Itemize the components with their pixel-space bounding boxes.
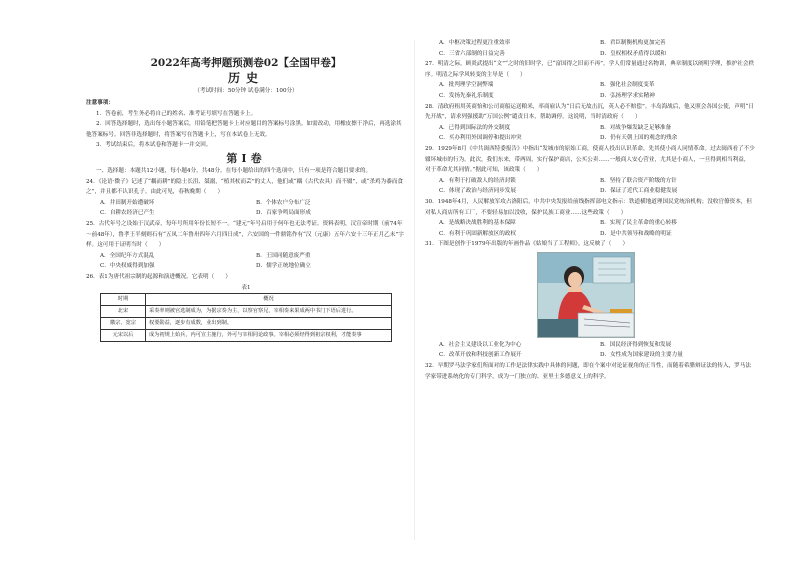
question-options (425, 340, 755, 361)
table-row (101, 330, 392, 342)
table-cell: 成为初规上始兵，内可宣主施行，外可与宰相同论政事。宰相必须经得到祖宗权利，才能奏事 (146, 330, 392, 342)
page-gutter (414, 40, 415, 540)
table-cell: 徽宗、宽宗 (101, 318, 146, 330)
table-row (101, 306, 392, 318)
option-c: C．改革开放和科技创新工作展开 (439, 352, 522, 359)
painting-of-woman-engineer-icon (538, 253, 634, 337)
question-stem: 32．早期罗马法学家们所面对的工作是法律实践中具体的问题，即在个案中对论证视角的正当性，而随着希腊辩证法的传入，罗马法学家带进系统化的专门科学，成为一门独立的、亚里士多德意义上的科学。 (425, 363, 751, 380)
question-options (86, 251, 406, 272)
question-options (425, 38, 755, 59)
option-d: D．弘扬理学求实精神 (600, 92, 655, 99)
option-a: A．已得到国际法的外交制度 (439, 124, 511, 131)
painting-figure (537, 252, 635, 338)
table-cell: 元宋以后 (101, 330, 146, 342)
option-b: B．个体农户分布广泛 (256, 199, 311, 206)
question-options (86, 198, 406, 219)
question-stem: 24．《论语·微子》记述了“耦而耕”的隐士长沮、桀溺，“植其杖而芸”的丈人，他们或“耦（古代农具）而不辍”，或“杀鸡为黍而食之”，并且都不认识孔子。由此可见，春秋晚期（ ） (86, 178, 403, 196)
option-b: B．君臣制衡机构更加完善 (600, 40, 666, 46)
question-options (425, 80, 755, 101)
question-stem: 25．古代年号之设始于汉武帝，每年号所用年份长短不一。“建元”年号启用于何年也无法考证。资料表明，汉宣帝时期（前74年～前48年），鲁孝王半刻则石有“五凤二年鲁卅四年六月四日成”，六安国的一件鼎铭作有“汉（元康）五年六安十三年正月乙未”字样。这可用于证明当时（ ） (86, 220, 404, 249)
table-header: 概况 (146, 294, 392, 306)
question-options (425, 123, 755, 144)
option-a: A．是战略决战胜利的基本保障 (439, 220, 516, 227)
question-31 (425, 239, 755, 361)
option-d: D．仍有天朝上国的观念的残余 (600, 135, 678, 142)
option-a: A．中枢决策过程更注重效率 (439, 40, 511, 46)
option-a: A．全国纪年方式混乱 (100, 252, 155, 259)
option-b: B．坚持了联合资产阶级的方针 (600, 177, 677, 184)
table-header-row (101, 294, 392, 306)
option-c: C．中央权威得到加强 (100, 263, 155, 270)
question-25 (86, 219, 406, 272)
question-24 (86, 177, 406, 219)
right-column (425, 38, 755, 382)
option-c: C．自耕农经济已产生 (100, 210, 155, 217)
question-26 (86, 272, 406, 283)
question-stem: 31．下图是创作于1979年出版的年画作品《姑娘当了工程师》。这反映了（ ） (425, 241, 629, 248)
option-b: B．实现了民主革命的重心转移 (600, 220, 677, 227)
option-d: D．儒学正统地位确立 (256, 263, 311, 270)
question-29 (425, 144, 755, 197)
option-a: A．批判理学空洞弊端 (439, 82, 494, 89)
table-cell: 权要勋益，逐步有成数，业出到制。 (146, 318, 392, 330)
option-d: D．女性成为国家建设的主要力量 (600, 352, 683, 359)
table-cell: 采奏率则被官选制成为，为据宗奏为主，以察官察兄，宰相奏来果成两中书门下语后进行。 (146, 306, 392, 318)
notice-item: 2．回答选择题时，选出每小题答案后，用铅笔把答题卡上对应题目的答案标号涂黑。如需改动，用橡皮擦干净后，再选涂其他答案标号。回答非选择题时，将答案写在答题卡上，写在本试卷上无效。 (86, 121, 402, 138)
option-b: B．强化社会制度变革 (600, 82, 655, 89)
left-column (86, 0, 406, 342)
option-b: B．国民经济得到恢复和发展 (600, 341, 672, 348)
question-26-options (425, 38, 755, 59)
notice-heading: 注意事项： (86, 100, 114, 106)
option-b: B．对战争爆发缺乏足够准备 (600, 124, 672, 131)
section-intro: 一、选择题：本题共12小题，每小题4分，共48分。在每小题给出的四个选项中，只有一项是符合题目要求的。 (96, 167, 372, 174)
option-a: A．井田制开始遭破坏 (100, 199, 155, 206)
option-c: C．有利于巩固新解放区的政权 (439, 230, 516, 237)
question-27 (425, 59, 755, 101)
option-a: A．社会主义建设以工业化为中心 (439, 341, 522, 348)
option-a: A．有利于打破敌人的经济封锁 (439, 177, 516, 184)
table-row (101, 318, 392, 330)
option-b: B．王国同随意废严重 (256, 252, 311, 259)
table-header: 时期 (101, 294, 146, 306)
option-d: D．保证了近代工商业稳健发展 (600, 188, 678, 195)
question-options (425, 218, 755, 239)
question-stem: 29．1929年8月《中共闽西特委报告》中指出“发城市的原始工商，使商人投出认识革命，先其使小商人同情革命。过去闽西看了不少辍坏城市的行为。此次，我们东来，带两周，实行保护商店，公买公卖……一般商人安心营业，尤其是小商人，一旦得到相当利益，对于革命尤其同情。”据此可知，该政策（ ） (425, 145, 755, 174)
option-c: C．买办利用外国调停和提出冲突 (439, 135, 522, 142)
exam-info: （考试时间：50分钟 试卷满分：100分） (194, 88, 298, 94)
question-stem: 28．清政府租用英商怡和公司商船运送粮米，率商雇认为“日后无故击沉，英人必不赔偿”。丰岛海战后，他又照会各国公使，声明“日先开战”，请求列强援助“万国公例”谴责日本，帮助调停。这说明，当时清政府（ ） (425, 103, 754, 121)
option-d: D．是中共领导和战略的明证 (600, 230, 672, 237)
section-title: 第Ⅰ卷 (226, 151, 266, 165)
subject-title: 历史 (227, 71, 264, 85)
table-caption: 表1 (241, 284, 251, 291)
history-table (100, 293, 392, 342)
option-d: D．百家争鸣局面形成 (256, 210, 311, 217)
exam-title: 2022年高考押题预测卷02【全国甲卷】 (150, 57, 342, 69)
question-stem: 26．表1为唐代祖宗制的起源和演进概况。它表明（ ） (86, 273, 231, 280)
question-30 (425, 197, 755, 239)
table-cell: 北宋 (101, 306, 146, 318)
option-c: C．体现了政治与经济同步发展 (439, 188, 516, 195)
option-c: C．发扬先秦礼乐制度 (439, 92, 494, 99)
question-stem: 30．1948年4月，人民解放军攻占洛阳后，中共中央发报给前线指挥部电文指示：铁道横地道理国民党统治机构；没收官僚资本，但对私人商店所有工厂，不要轻易加以没收，保护民族工商业……这些政策（ ） (425, 198, 752, 216)
notice-item: 3．考试结束后，将本试卷和答题卡一并交回。 (96, 142, 212, 149)
question-32 (425, 361, 755, 382)
notice-item: 1．答卷前，考生务必将自己的姓名、准考证号填写在答题卡上。 (96, 110, 257, 117)
option-c: C．三省六部制的日益完善 (439, 50, 505, 57)
question-stem: 27．明清之际，顾炎武提出“文”“之时的旧时学，已“富国得之旧而不再”。学人们常量通过名物训，典章制度以阐明学理，推护社会秩序。明清之际学风转变的主导是（ ） (425, 61, 755, 78)
question-options (425, 176, 755, 197)
question-28 (425, 102, 755, 144)
option-d: D．皇权相权矛盾得以缓和 (600, 50, 667, 57)
